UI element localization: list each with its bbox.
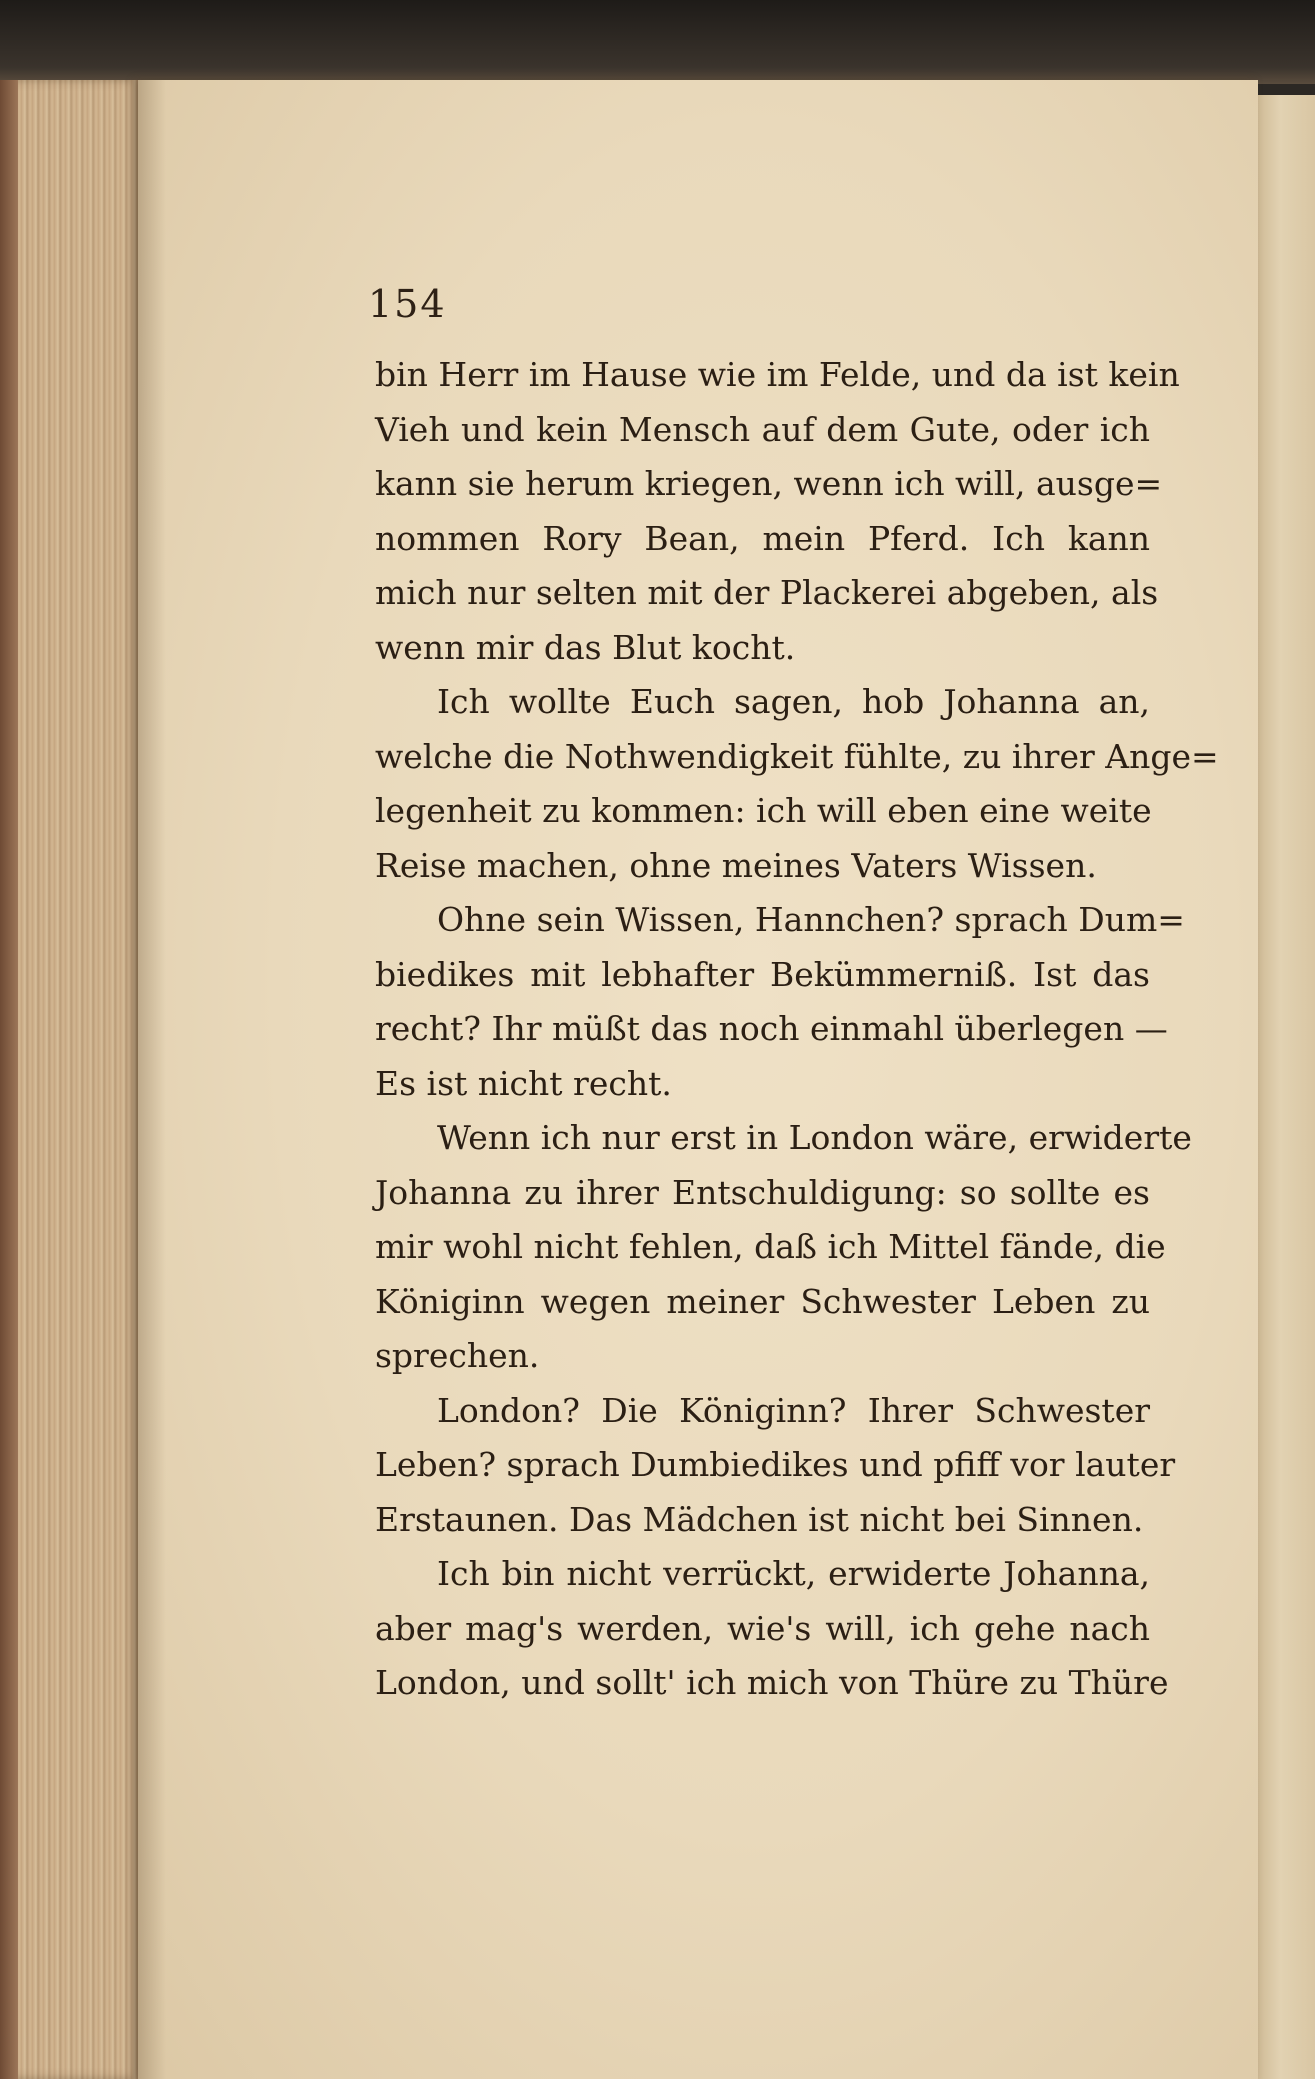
text-line: recht? Ihr müßt das noch einmahl überlegen — [375,1009,1168,1048]
text-line: Wenn ich nur erst in London wäre, erwiderte [437,1118,1192,1157]
page-number: 154 [368,282,447,326]
text-line: kann sie herum kriegen, wenn ich will, ausge= [375,464,1163,503]
text-line: mir wohl nicht fehlen, daß ich Mittel fände, die [375,1227,1166,1266]
text-line: biedikes mit lebhafter Bekümmerniß. Ist das [375,954,1150,994]
text-line: mich nur selten mit der Plackerei abgeben, als [375,573,1159,612]
text-line: bin Herr im Hause wie im Felde, und da ist kein [375,355,1180,394]
text-line: Erstaunen. Das Mädchen ist nicht bei Sinnen. [375,1499,1144,1539]
text-line: Es ist nicht recht. [375,1063,672,1103]
text-line: Reise machen, ohne meines Vaters Wissen. [375,845,1097,885]
text-line: sprechen. [375,1336,540,1375]
page-edges [0,80,140,2079]
gutter-shadow [138,80,166,2079]
text-line: Johanna zu ihrer Entschuldigung: so sollte es [375,1172,1150,1212]
top-shadow [0,0,1315,84]
text-line: Leben? sprach Dumbiedikes und pfiff vor lauter [375,1445,1176,1484]
text-line: Vieh und kein Mensch auf dem Gute, oder ich [375,409,1150,449]
next-page-edge [1252,95,1315,2079]
text-line: Ich bin nicht verrückt, erwiderte Johanna, [437,1554,1150,1593]
text-line: welche die Nothwendigkeit fühlte, zu ihrer Ange= [375,736,1219,776]
text-line: Ich wollte Euch sagen, hob Johanna an, [437,682,1150,721]
text-line: London? Die Königinn? Ihrer Schwester [437,1390,1150,1430]
text-line: wenn mir das Blut kocht. [375,627,796,667]
book-cover-edge [0,80,18,2079]
text-line: Ohne sein Wissen, Hannchen? sprach Dum= [437,900,1185,939]
text-line: aber mag's werden, wie's will, ich gehe nach [375,1608,1150,1648]
page-text [375,348,1219,1711]
text-line: Königinn wegen meiner Schwester Leben zu [375,1281,1150,1321]
text-line: nommen Rory Bean, mein Pferd. Ich kann [375,518,1150,558]
text-line: London, und sollt' ich mich von Thüre zu Thüre [375,1663,1169,1702]
text-line: legenheit zu kommen: ich will eben eine weite [375,791,1152,830]
